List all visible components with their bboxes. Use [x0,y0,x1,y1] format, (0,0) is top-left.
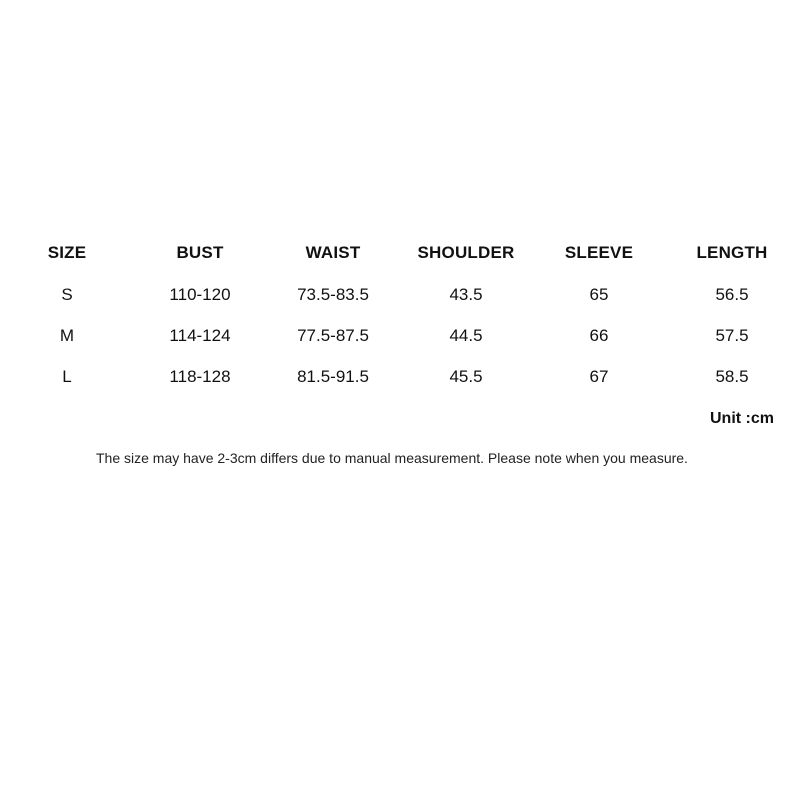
header-size: SIZE [47,243,87,262]
cell-shoulder: 44.5 [449,326,483,345]
cell-sleeve: 66 [589,326,609,345]
cell-shoulder: 43.5 [449,285,483,304]
cell-bust: 118-128 [169,367,231,386]
table-row [0,315,800,356]
cell-bust: 114-124 [169,326,231,345]
cell-length: 56.5 [715,285,749,304]
cell-waist: 77.5-87.5 [297,326,369,345]
header-bust: BUST [176,243,224,262]
cell-sleeve: 65 [589,285,609,304]
size-chart-table [0,232,800,397]
cell-length: 58.5 [715,367,749,386]
cell-waist: 73.5-83.5 [297,285,369,304]
cell-size: M [59,326,75,345]
cell-shoulder: 45.5 [449,367,483,386]
header-sleeve: SLEEVE [564,243,634,262]
header-waist: WAIST [305,243,361,262]
cell-waist: 81.5-91.5 [297,367,369,386]
measurement-note: The size may have 2-3cm differs due to manual measurement. Please note when you measure. [96,450,688,466]
cell-bust: 110-120 [169,285,231,304]
header-shoulder: SHOULDER [417,243,515,262]
cell-size: S [61,285,73,304]
table-row [0,356,800,397]
cell-length: 57.5 [715,326,749,345]
table-row [0,274,800,315]
table-header-row [0,232,800,274]
cell-sleeve: 67 [589,367,609,386]
cell-size: L [62,367,72,386]
header-length: LENGTH [696,243,768,262]
unit-label: Unit :cm [710,410,774,427]
